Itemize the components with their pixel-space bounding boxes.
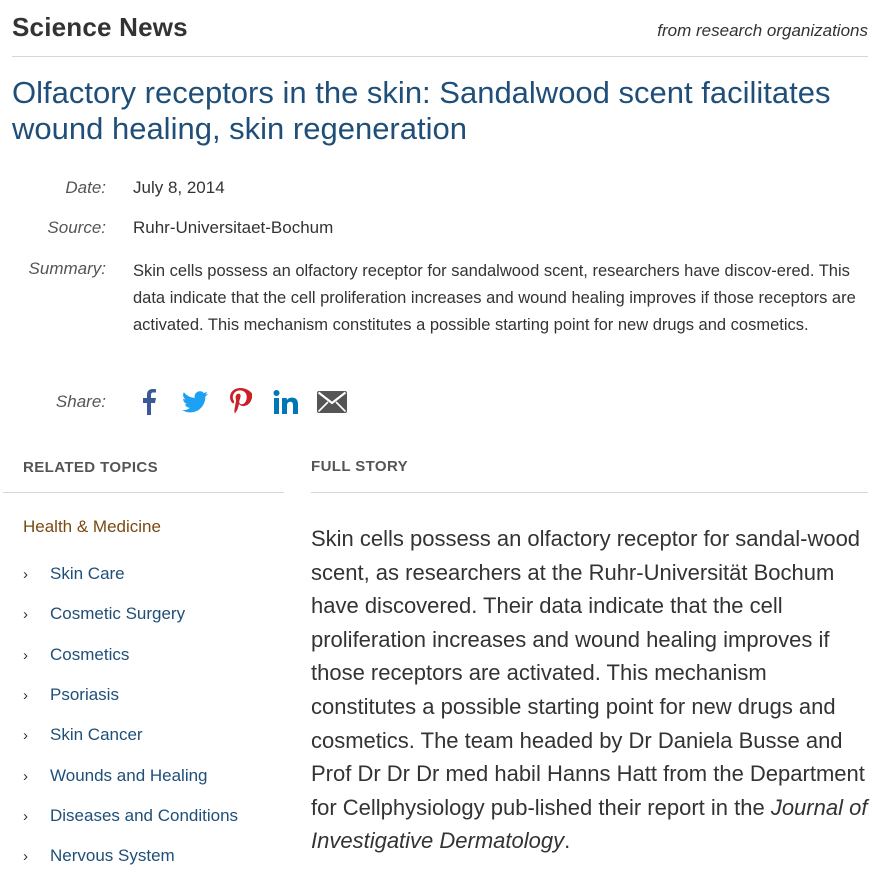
topic-link-psoriasis[interactable]: [23, 685, 119, 705]
story-body: [311, 522, 871, 858]
date-label: Date:: [65, 178, 106, 197]
topic-label: Skin Care: [50, 564, 125, 583]
pinterest-icon[interactable]: [228, 386, 254, 418]
topic-label: Diseases and Conditions: [50, 806, 239, 825]
journal-name: Journal of Investigative Dermatology: [311, 794, 868, 854]
chevron-right-icon: ›: [23, 566, 28, 583]
topic-label: Wounds and Healing: [50, 766, 208, 785]
source-value: Ruhr-Universitaet-Bochum: [133, 218, 334, 237]
date-value: July 8, 2014: [133, 178, 225, 197]
topic-link-skin-cancer[interactable]: [23, 725, 143, 745]
chevron-right-icon: ›: [23, 848, 28, 865]
chevron-right-icon: ›: [23, 727, 28, 744]
related-topics-title: RELATED TOPICS: [23, 459, 159, 476]
topic-link-skin-care[interactable]: [23, 564, 125, 584]
twitter-icon[interactable]: [181, 386, 209, 418]
site-brand[interactable]: Science News: [12, 12, 188, 42]
chevron-right-icon: ›: [23, 808, 28, 825]
topic-link-diseases-conditions[interactable]: [23, 806, 238, 826]
topic-label: Nervous System: [50, 846, 175, 865]
full-story-title: FULL STORY: [311, 458, 409, 475]
facebook-icon[interactable]: [138, 386, 160, 418]
chevron-right-icon: ›: [23, 606, 28, 623]
chevron-right-icon: ›: [23, 768, 28, 785]
full-story-divider: [311, 492, 868, 493]
chevron-right-icon: ›: [23, 687, 28, 704]
topic-link-wounds-healing[interactable]: [23, 766, 208, 786]
topic-link-nervous-system[interactable]: [23, 846, 175, 866]
topic-link-cosmetic-surgery[interactable]: [23, 604, 185, 624]
topic-category-health[interactable]: Health & Medicine: [23, 517, 161, 536]
source-label: Source:: [47, 218, 106, 237]
site-tagline: from research organizations: [657, 21, 868, 40]
linkedin-icon[interactable]: [272, 386, 300, 418]
topic-label: Psoriasis: [50, 685, 119, 704]
email-icon[interactable]: [316, 386, 348, 418]
site-header: [0, 0, 880, 58]
header-divider: [12, 56, 868, 57]
share-label: Share:: [55, 392, 106, 411]
topic-label: Cosmetic Surgery: [50, 604, 186, 623]
topic-link-cosmetics[interactable]: [23, 645, 129, 665]
story-text: Skin cells possess an olfactory receptor for sandal-wood scent, as researchers at the Ruhr-Universität Bochum have discovered. Their data indicate that the cell proliferation increases and wound healing improves if those receptors are activated. This mechanism constitutes a possible starting point for new drugs and cosmetics. The team headed by Dr Daniela Busse and Prof Dr Dr Dr med habil Hanns Hatt from the Department for Cellphysiology pub-lished their report in the: [311, 526, 865, 820]
summary-text: Skin cells possess an olfactory receptor for sandalwood scent, researchers have discov-ered. This data indicate that the cell proliferation increases and wound healing improves if those receptors are activated. This mechanism constitutes a possible starting point for new drugs and cosmetics.: [133, 262, 856, 334]
article-headline: Olfactory receptors in the skin: Sandalwood scent facilitates wound healing, skin regeneration: [12, 75, 831, 146]
topic-label: Cosmetics: [50, 645, 130, 664]
chevron-right-icon: ›: [23, 647, 28, 664]
related-topics-divider: [3, 492, 284, 493]
topic-label: Skin Cancer: [50, 725, 143, 744]
summary-label: Summary:: [28, 259, 106, 278]
story-text-end: .: [564, 828, 571, 854]
